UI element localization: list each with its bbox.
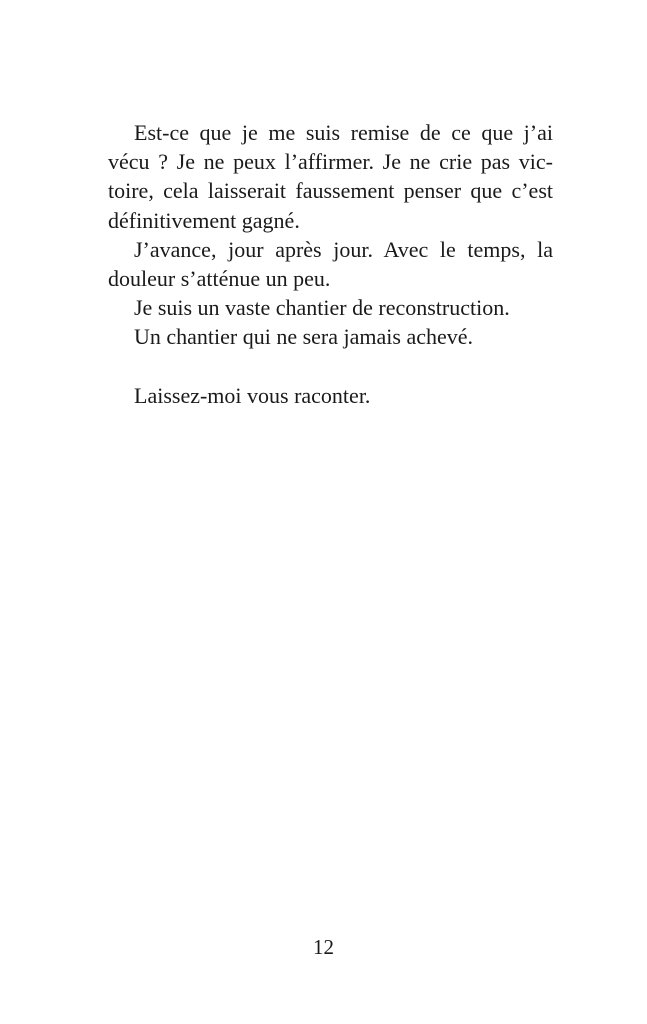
paragraph-4-line-1: Un chantier qui ne sera jamais achevé. [134,324,474,350]
paragraph-1-line-2: vécu ? Je ne peux l’affirmer. Je ne crie pas vic- [108,149,553,175]
paragraph-3-line-1: Je suis un vaste chantier de reconstruction. [134,295,510,321]
page-body [108,118,553,410]
paragraph-2-line-2: douleur s’atténue un peu. [108,265,331,291]
section-break [108,352,553,381]
paragraph-1-line-3: toire, cela laisserait faussement penser que c’est [108,178,553,204]
paragraph-2-line-1: J’avance, jour après jour. Avec le temps, la [134,236,553,262]
paragraph-1-line-4: définitivement gagné. [108,207,300,233]
paragraph-5-line-1: Laissez-moi vous raconter. [134,382,371,408]
page-number: 12 [313,935,334,959]
paragraph-1-line-1: Est-ce que je me suis remise de ce que j’ai [134,120,553,145]
